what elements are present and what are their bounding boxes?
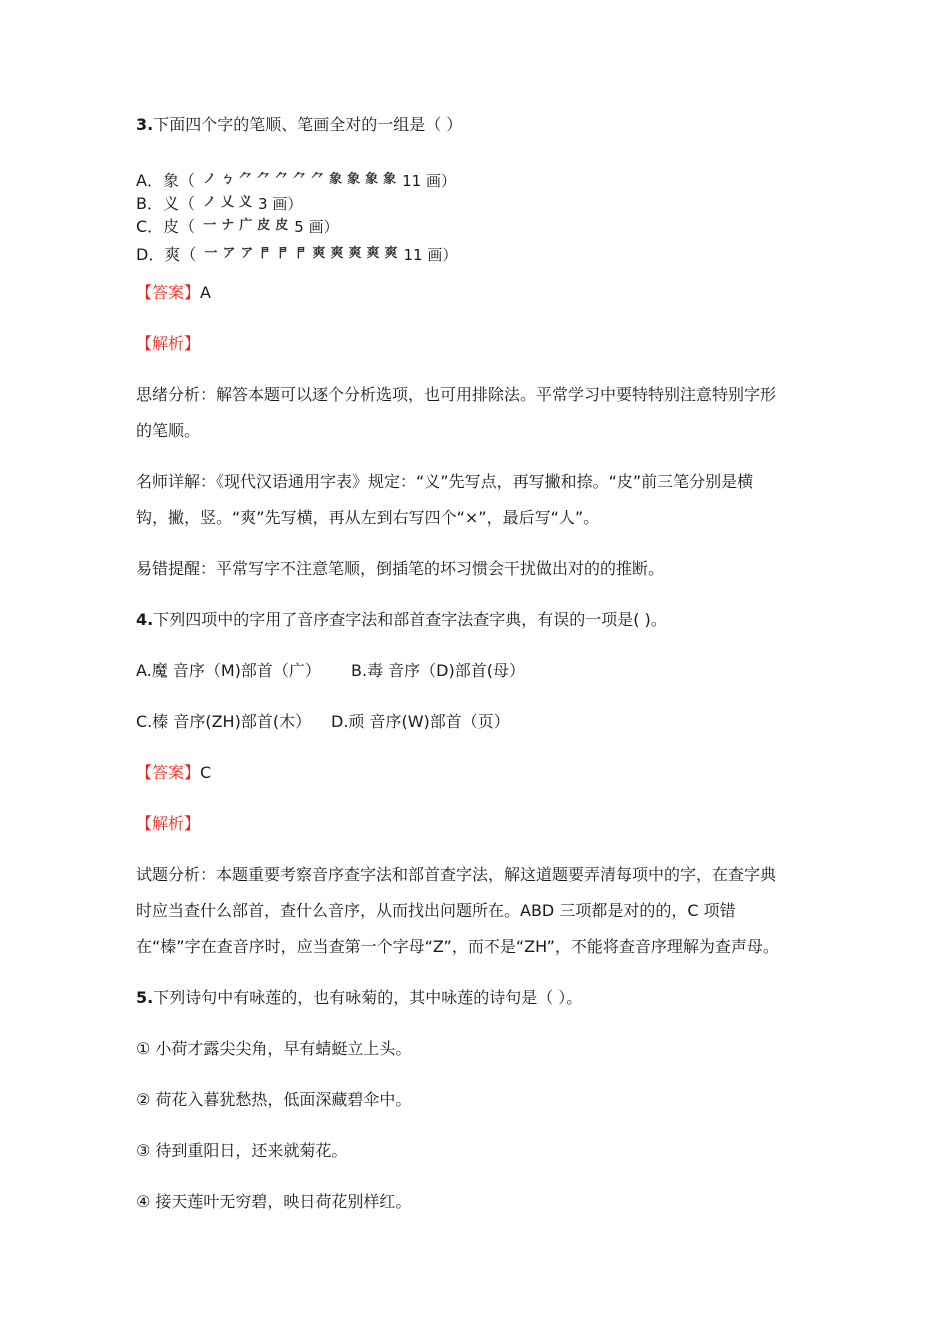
q3-title	[136, 114, 462, 136]
q4-title	[136, 609, 667, 631]
q4-number: 4.	[136, 610, 154, 629]
stroke-step: 象	[383, 172, 397, 187]
q3-number: 3.	[136, 115, 154, 134]
stroke-step: ⺈	[238, 172, 252, 187]
answer-value: C	[200, 763, 212, 782]
q3-option-d-prefix: D．爽（	[136, 245, 197, 264]
q3-analysis-tag: 【解析】	[136, 334, 201, 353]
stroke-step: ㄅ	[220, 172, 234, 187]
stroke-step: 义	[239, 195, 253, 210]
stroke-step: 爽	[348, 246, 362, 261]
q4-option-d: D.顽 音序(W)部首（页）	[331, 712, 510, 731]
q3-option-c	[136, 216, 339, 238]
stroke-step: ノ	[202, 195, 216, 210]
stroke-step: 象	[329, 172, 343, 187]
q4-title-text: 下列四项中的字用了音序查字法和部首查字法查字典，有误的一项是( )。	[153, 610, 667, 629]
stroke-step: ア	[240, 246, 254, 261]
q3-option-b	[136, 193, 302, 215]
q5-title-text: 下列诗句中有咏莲的，也有咏菊的，其中咏莲的诗句是（ ）。	[153, 988, 583, 1007]
stroke-step: 皮	[275, 218, 289, 233]
stroke-step: 𠁣	[258, 246, 272, 261]
stroke-step: 象	[347, 172, 361, 187]
q4-option-b: B.毒 音序（D)部首(母）	[351, 661, 525, 680]
q3-option-d-strokes	[204, 245, 397, 265]
q3-analysis-line-4: 钩，撇，竖。“爽”先写横，再从左到右写四个“×”，最后写“人”。	[136, 508, 600, 527]
q3-analysis-line-5: 易错提醒：平常写字不注意笔顺，倒插笔的坏习惯会干扰做出对的的推断。	[136, 559, 665, 578]
answer-tag: 【答案】	[136, 763, 201, 782]
q3-option-d	[136, 244, 457, 266]
stroke-step: 爽	[384, 246, 398, 261]
q3-option-c-count: 5 画）	[294, 218, 339, 236]
q5-title	[136, 987, 582, 1009]
q3-analysis-line-1: 思绪分析：解答本题可以逐个分析选项，也可用排除法。平常学习中要特特别注意特别字形	[136, 385, 777, 404]
stroke-step: 爽	[312, 246, 326, 261]
q5-number: 5.	[136, 988, 154, 1007]
q3-option-a-count: 11 画）	[402, 172, 456, 190]
stroke-step: 乂	[221, 195, 235, 210]
q3-analysis-line-2: 的笔顺。	[136, 421, 201, 440]
stroke-step: 象	[365, 172, 379, 187]
q3-option-c-strokes	[203, 217, 288, 237]
stroke-step: 广	[239, 218, 253, 233]
q3-option-a	[136, 170, 456, 192]
stroke-step: 一	[204, 246, 218, 261]
q3-option-a-prefix: A．象（	[136, 171, 195, 190]
q3-option-c-prefix: C．皮（	[136, 217, 196, 236]
stroke-step: 𠁣	[294, 246, 308, 261]
q3-title-text: 下面四个字的笔顺、笔画全对的一组是（ ）	[153, 115, 463, 134]
q3-option-d-count: 11 画）	[403, 246, 458, 264]
q3-option-a-strokes	[203, 171, 396, 191]
stroke-step: 一	[203, 218, 217, 233]
q4-analysis-line-1: 试题分析：本题重要考察音序查字法和部首查字法，解这道题要弄清每项中的字，在查字典	[136, 865, 777, 884]
stroke-step: ⺈	[293, 172, 307, 187]
q5-item-4: ④ 接天莲叶无穷碧，映日荷花别样红。	[136, 1192, 412, 1211]
stroke-step: ⺈	[311, 172, 325, 187]
q4-option-a: A.魔 音序（M)部首（广）	[136, 661, 321, 680]
stroke-step: 皮	[257, 218, 271, 233]
stroke-step: ⺈	[257, 172, 271, 187]
stroke-step: ノ	[202, 172, 216, 187]
q3-option-b-count: 3 画）	[258, 195, 303, 213]
stroke-step: 爽	[330, 246, 344, 261]
q3-analysis-line-3: 名师详解：《现代汉语通用字表》规定：“义”先写点，再写撇和捺。“皮”前三笔分别是横	[136, 472, 754, 491]
stroke-step: ⺈	[275, 172, 289, 187]
q4-analysis-line-3: 在“榛”字在查音序时，应当查第一个字母“Z”，而不是“ZH”，不能将查音序理解为查声母。	[136, 937, 779, 956]
q3-answer	[136, 282, 211, 304]
answer-tag: 【答案】	[136, 283, 201, 302]
q3-option-b-prefix: B．义（	[136, 194, 195, 213]
q5-item-3: ③ 待到重阳日，还来就菊花。	[136, 1141, 348, 1160]
q4-option-c: C.榛 音序(ZH)部首(木）	[136, 712, 312, 731]
q5-item-2: ② 荷花入暮犹愁热，低面深藏碧伞中。	[136, 1090, 412, 1109]
q3-option-b-strokes	[203, 194, 252, 214]
q4-analysis-line-2: 时应当查什么部首，查什么音序，从而找出问题所在。ABD 三项都是对的的，C 项错	[136, 901, 736, 920]
stroke-step: 𠁣	[276, 246, 290, 261]
stroke-step: ア	[222, 246, 236, 261]
stroke-step: ナ	[221, 218, 235, 233]
q5-item-1: ① 小荷才露尖尖角，早有蜻蜓立上头。	[136, 1039, 412, 1058]
stroke-step: 爽	[366, 246, 380, 261]
q4-analysis-tag: 【解析】	[136, 814, 201, 833]
q4-answer	[136, 762, 211, 784]
answer-value: A	[200, 283, 211, 302]
